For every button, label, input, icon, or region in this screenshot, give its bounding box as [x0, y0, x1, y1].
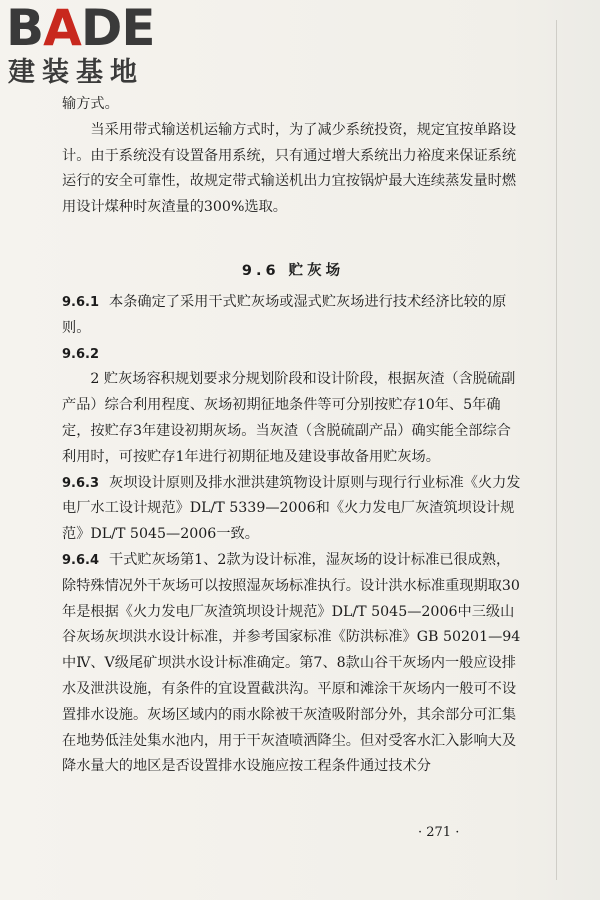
clause-9-6-4 — [62, 548, 524, 780]
logo-subtitle: 建装基地 — [8, 57, 144, 88]
clause-number: 9.6.4 — [62, 552, 100, 568]
clause-text: 干式贮灰场第1、2款为设计标准，湿灰场的设计标准已很成熟，除特殊情况外干灰场可以按照湿灰场标准执行。设计洪水标准重现期取30年是根据《火力发电厂灰渣筑坝设计规范》DL/T 5045—2006中三级山谷灰场灰坝洪水设计标准，并参考国家标准《防洪标准》GB 50201—94中Ⅳ、Ⅴ级尾矿坝洪水设计标准确定。第7、8款山谷干灰场内一般应设排水及泄洪设施，有条件的宜设置截洪沟。平原和滩涂干灰场内一般可不设置排水设施。灰场区域内的雨水除被干灰渣吸附部分外，其余部分可汇集在地势低洼处集水池内，用于干灰渣喷洒降尘。但对受客水汇入影响大及降水量大的地区是否设置排水设施应按工程条件通过技术分 — [62, 551, 521, 775]
page-number: · 271 · — [418, 825, 460, 840]
clause-text: 灰坝设计原则及排水泄洪建筑物设计原则与现行行业标准《火力发电厂水工设计规范》DL/T 5339—2006和《火力发电厂灰渣筑坝设计规范》DL/T 5045—2006一致。 — [62, 474, 521, 543]
clause-text: 本条确定了采用干式贮灰场或湿式贮灰场进行技术经济比较的原则。 — [62, 294, 507, 336]
clause-number: 9.6.1 — [62, 295, 100, 310]
logo-letter-a: A — [43, 0, 81, 57]
logo-letter-b: B — [6, 0, 44, 57]
clause-9-6-2 — [62, 342, 524, 368]
continuation-line: 输方式。 — [62, 96, 119, 112]
clause-9-6-2-item-2: 2 贮灰场容积规划要求分规划阶段和设计阶段，根据灰渣（含脱硫副产品）综合利用程度、灰场初期征地条件等可分别按贮存10年、5年确定，按贮存3年建设初期灰场。当灰渣（含脱硫副产品）确实能全部综合利用时，可按贮存1年进行初期征地及建设事故备用贮灰场。 — [62, 371, 516, 465]
clause-9-6-1 — [62, 290, 524, 342]
page-edge-line — [556, 20, 557, 880]
logo-letters-de: DE — [80, 0, 155, 57]
clause-number: 9.6.2 — [62, 346, 100, 362]
clause-number: 9.6.3 — [62, 475, 100, 491]
logo-wordmark — [6, 0, 155, 57]
text-block-top — [62, 92, 524, 221]
paragraph-belt-conveyor: 当采用带式输送机运输方式时，为了减少系统投资，规定宜按单路设计。由于系统没有设置备用系统，只有通过增大系统出力裕度来保证系统运行的安全可靠性，故规定带式输送机出力宜按锅炉最大连续蒸发量时燃用设计煤种时灰渣量的300%选取。 — [62, 121, 517, 216]
watermark-logo — [6, 2, 186, 92]
clause-9-6-3 — [62, 471, 524, 548]
text-block-main — [62, 290, 524, 780]
section-title: 9.6 贮灰场 — [241, 263, 345, 279]
